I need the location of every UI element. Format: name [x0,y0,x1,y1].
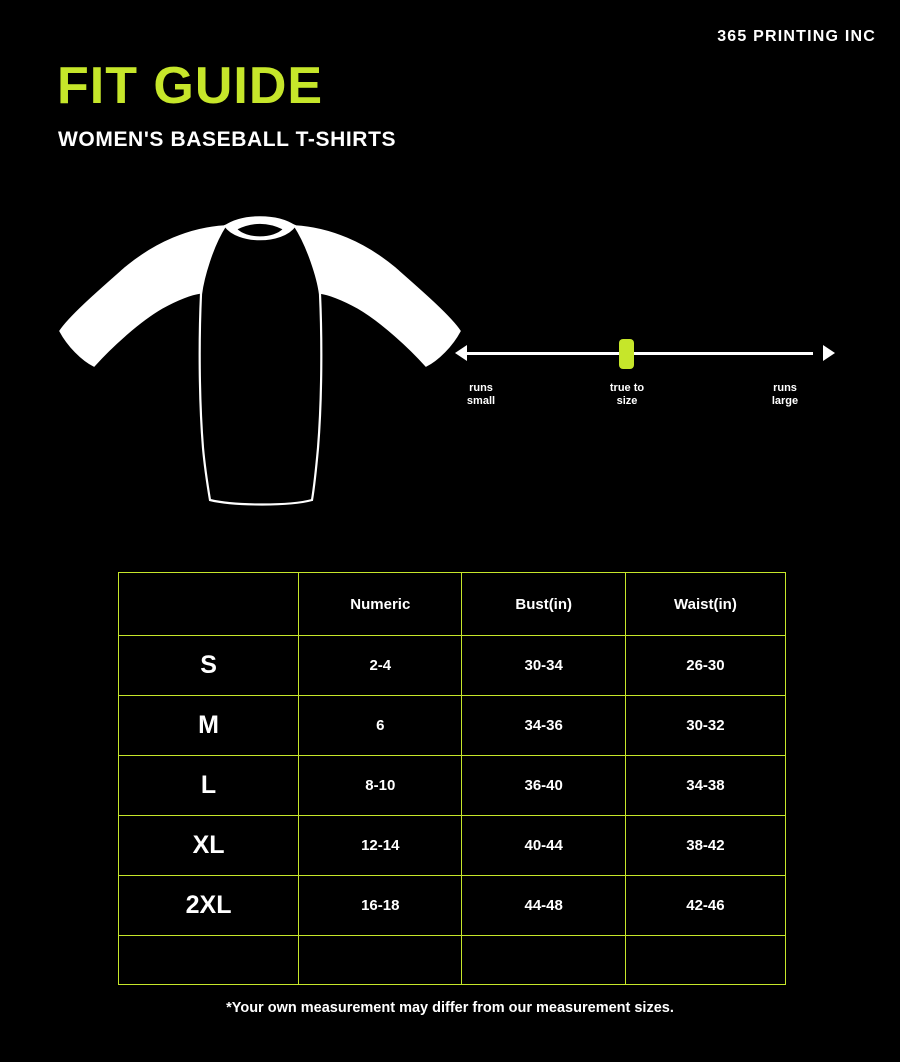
cell-bust: 44-48 [462,876,625,936]
cell-bust [462,936,625,985]
cell-waist [625,936,785,985]
table-header-size [119,573,299,636]
page-title: FIT GUIDE [57,57,324,115]
table-row [119,876,786,936]
table-header-numeric: Numeric [299,573,462,636]
arrow-right-icon [823,345,835,361]
cell-numeric: 16-18 [299,876,462,936]
cell-size: 2XL [119,876,299,936]
scale-label-runs-large [755,382,815,407]
scale-label-true-line1: true to [609,382,645,394]
cell-bust: 40-44 [462,816,625,876]
cell-waist: 30-32 [625,696,785,756]
baseball-tshirt-illustration [50,198,470,528]
cell-bust: 36-40 [462,756,625,816]
table-row [119,696,786,756]
cell-numeric: 12-14 [299,816,462,876]
cell-size: L [119,756,299,816]
scale-label-runs-large-line2: large [771,394,799,407]
cell-size: S [119,636,299,696]
table-row [119,816,786,876]
scale-label-runs-small-line2: small [466,394,496,407]
table-row [119,936,786,985]
cell-waist: 38-42 [625,816,785,876]
cell-numeric: 2-4 [299,636,462,696]
cell-bust: 30-34 [462,636,625,696]
scale-label-runs-small [451,382,511,407]
cell-waist: 42-46 [625,876,785,936]
cell-bust: 34-36 [462,696,625,756]
cell-waist: 34-38 [625,756,785,816]
table-header-bust: Bust(in) [462,573,625,636]
scale-label-runs-small-line1: runs [469,382,493,394]
cell-size: M [119,696,299,756]
cell-numeric: 8-10 [299,756,462,816]
table-header-row [119,573,786,636]
scale-label-true-to-size [596,382,658,407]
size-table [118,572,786,985]
footnote: *Your own measurement may differ from our measurement sizes. [226,1000,674,1016]
size-chart [118,572,786,985]
cell-waist: 26-30 [625,636,785,696]
table-row [119,756,786,816]
cell-size: XL [119,816,299,876]
fit-marker [619,339,634,369]
scale-line [463,352,813,355]
table-row [119,636,786,696]
scale-label-runs-large-line1: runs [773,382,797,394]
scale-label-true-line2: size [616,394,638,407]
table-header-waist: Waist(in) [625,573,785,636]
fit-scale [455,330,835,440]
cell-numeric [299,936,462,985]
page-subtitle: WOMEN'S BASEBALL T-SHIRTS [58,128,397,151]
brand-name: 365 PRINTING INC [717,28,876,45]
cell-size [119,936,299,985]
cell-numeric: 6 [299,696,462,756]
